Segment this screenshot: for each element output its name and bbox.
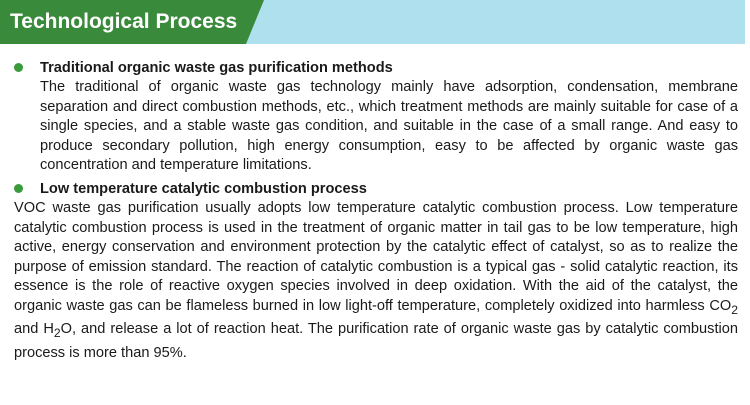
bullet-icon	[14, 184, 23, 193]
section-body-traditional: The traditional of organic waste gas technology mainly have adsorption, condensation, membrane separation and direct combustion methods, etc., which treatment methods are mainly suitable for case of a single species, and a stable waste gas condition, and suitable in the case of a small range. And easy to produce secondary pollution, high energy consumption, easy to be affected by organic waste gas concentration and temperature limitations.	[40, 79, 738, 174]
section-heading-catalytic	[14, 179, 738, 199]
section-body-catalytic	[0, 199, 738, 364]
body-text: and H	[14, 321, 54, 338]
subscript: 2	[731, 302, 738, 317]
body-text: VOC waste gas purification usually adopts low temperature catalytic combustion process. Low temperature catalytic combustion process is used in the treatment of organic matter in tail gas to be low temperature, high active, energy conservation and environment protection by the catalytic effect of catalyst, so as to realize the purpose of emission standard. The reaction of catalytic combustion is a typical gas - solid catalytic reaction, its essence is the role of reactive oxygen species involved in deep oxidation. With the aid of the catalyst, the organic waste gas can be flameless burned in low light-off temperature, completely oxidized into harmless CO	[14, 199, 738, 314]
section-heading-label: Traditional organic waste gas purification methods	[40, 60, 393, 76]
subscript: 2	[53, 326, 61, 341]
content-area	[14, 58, 738, 364]
section-heading-label: Low temperature catalytic combustion process	[40, 180, 367, 197]
page-title: Technological Process	[10, 10, 238, 33]
body-text: O, and release a lot of reaction heat. The purification rate of organic waste gas by catalytic combustion process is more than 95%.	[14, 321, 738, 361]
section-heading-traditional	[14, 58, 738, 78]
bullet-icon	[14, 63, 23, 72]
section-header	[0, 0, 750, 44]
